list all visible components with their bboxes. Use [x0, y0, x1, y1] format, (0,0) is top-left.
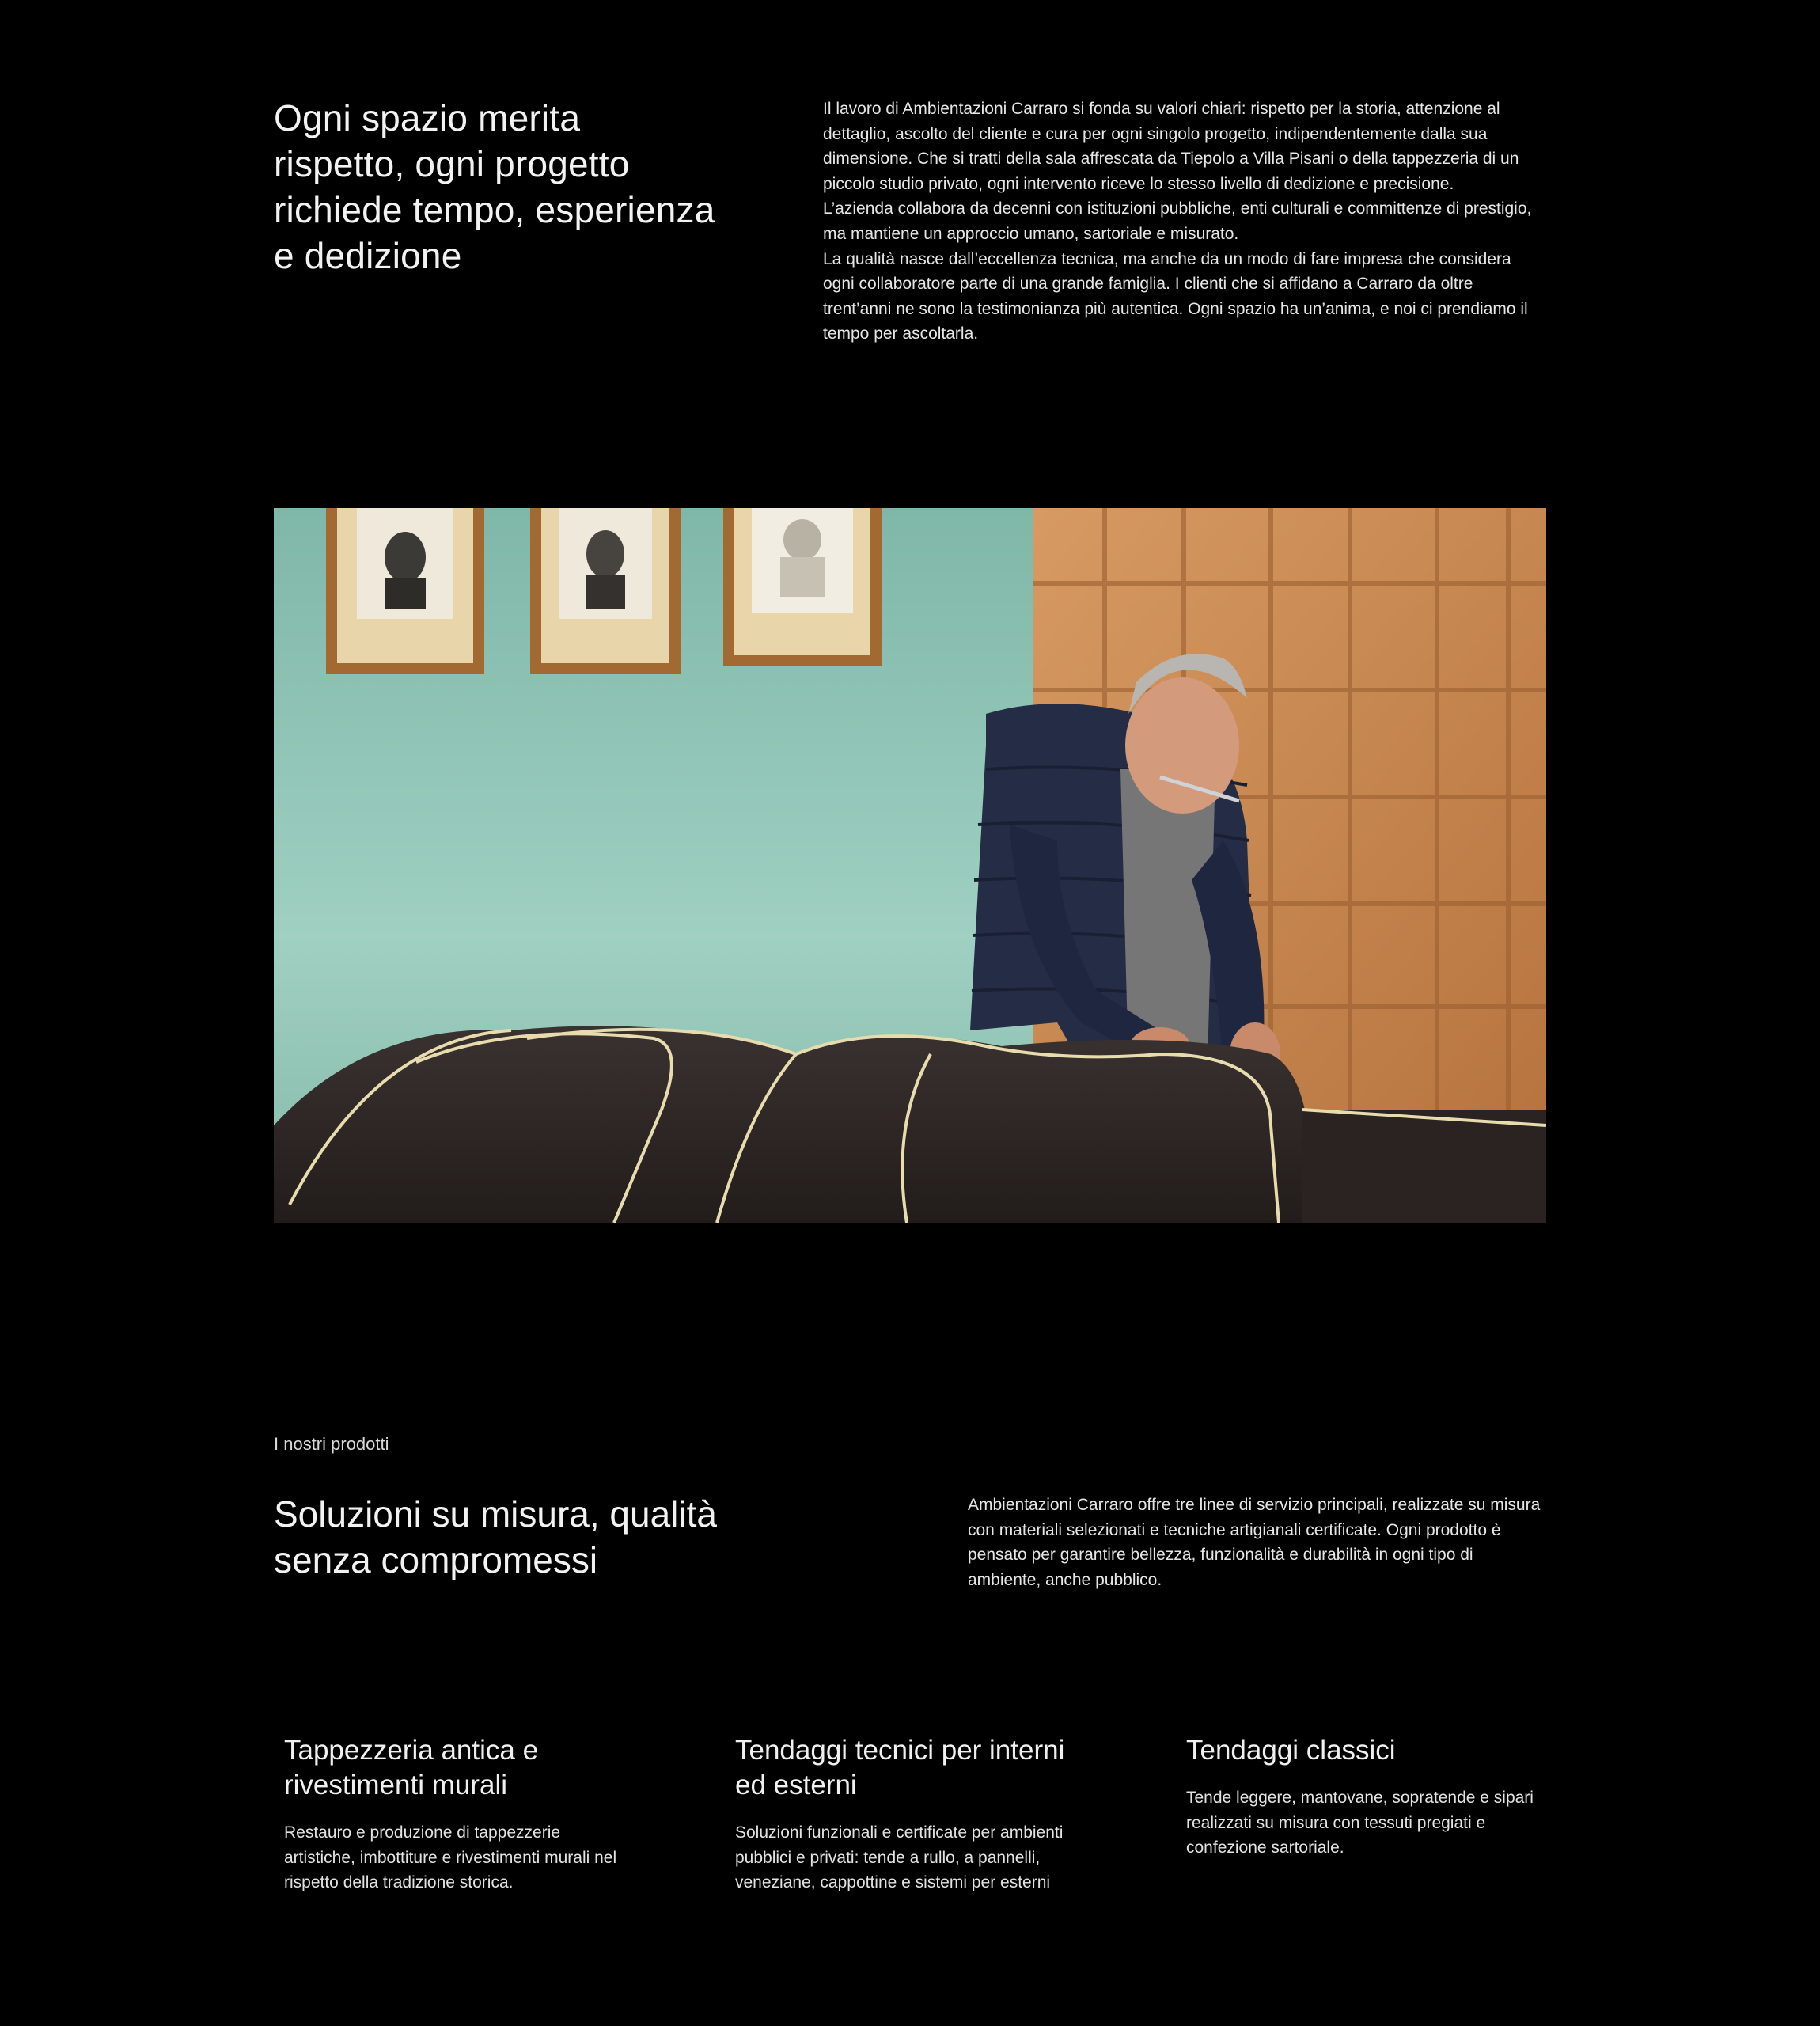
product-card-tappezzeria[interactable]	[284, 1733, 632, 1895]
intro-paragraph: La qualità nasce dall’eccellenza tecnica, ma anche da un modo di fare impresa che considera ogni collaboratore parte di una grande famiglia. I clienti che si affidano a Carraro da oltre trent’anni ne sono la testimonianza più autentica. Ogni spazio ha un’anima, e noi ci prendiamo il tempo per ascoltarla.	[823, 249, 1528, 343]
craftsman	[970, 654, 1280, 1086]
products-heading: Soluzioni su misura, qualità senza compromessi	[274, 1493, 717, 1580]
framed-portrait	[326, 508, 484, 674]
framed-portrait	[530, 508, 681, 674]
intro-body	[823, 97, 1543, 347]
product-card-tendaggi-classici[interactable]	[1186, 1733, 1534, 1861]
product-card-title[interactable]: Tendaggi classici	[1186, 1735, 1396, 1766]
products-eyebrow: I nostri prodotti	[274, 1434, 389, 1454]
intro-heading: Ogni spazio merita rispetto, ogni progetto richiede tempo, esperienza e dedizione	[274, 97, 715, 276]
intro-paragraph: L’azienda collabora da decenni con istituzioni pubbliche, enti culturali e committenze di prestigio, ma mantiene un approccio umano, sartoriale e misurato.	[823, 199, 1532, 243]
intro-paragraph: Il lavoro di Ambientazioni Carraro si fonda su valori chiari: rispetto per la storia, attenzione al dettaglio, ascolto del cliente e cura per ogni singolo progetto, indipendentemente dalla sua dimensione. Che si tratti della sala affrescata da Tiepolo a Villa Pisani o della tappezzeria di un piccolo studio privato, ogni intervento riceve lo stesso livello di dedizione e precisione.	[823, 100, 1519, 193]
photo-illustration	[274, 508, 1546, 1223]
product-card-title[interactable]: Tendaggi tecnici per interni ed esterni	[735, 1735, 1065, 1800]
product-card-title[interactable]: Tappezzeria antica e rivestimenti murali	[284, 1735, 539, 1800]
craftsman-photo	[274, 508, 1546, 1223]
product-card-text: Soluzioni funzionali e certificate per ambienti pubblici e privati: tende a rullo, a pannelli, veneziane, cappottine e sistemi per esterni	[735, 1823, 1064, 1892]
framed-portrait	[723, 508, 882, 666]
products-intro: Ambientazioni Carraro offre tre linee di servizio principali, realizzate su misura con materiali selezionati e tecniche artigianali certificate. Ogni prodotto è pensato per garantire bellezza, funzionalità e durabilità in ogni tipo di ambiente, anche pubblico.	[968, 1496, 1541, 1589]
product-card-text: Restauro e produzione di tappezzerie artistiche, imbottiture e rivestimenti murali nel rispetto della tradizione storica.	[284, 1823, 617, 1892]
product-card-text: Tende leggere, mantovane, sopratende e sipari realizzati su misura con tessuti pregiati e confezione sartoriale.	[1186, 1789, 1534, 1857]
product-card-tendaggi-tecnici[interactable]	[735, 1733, 1083, 1895]
